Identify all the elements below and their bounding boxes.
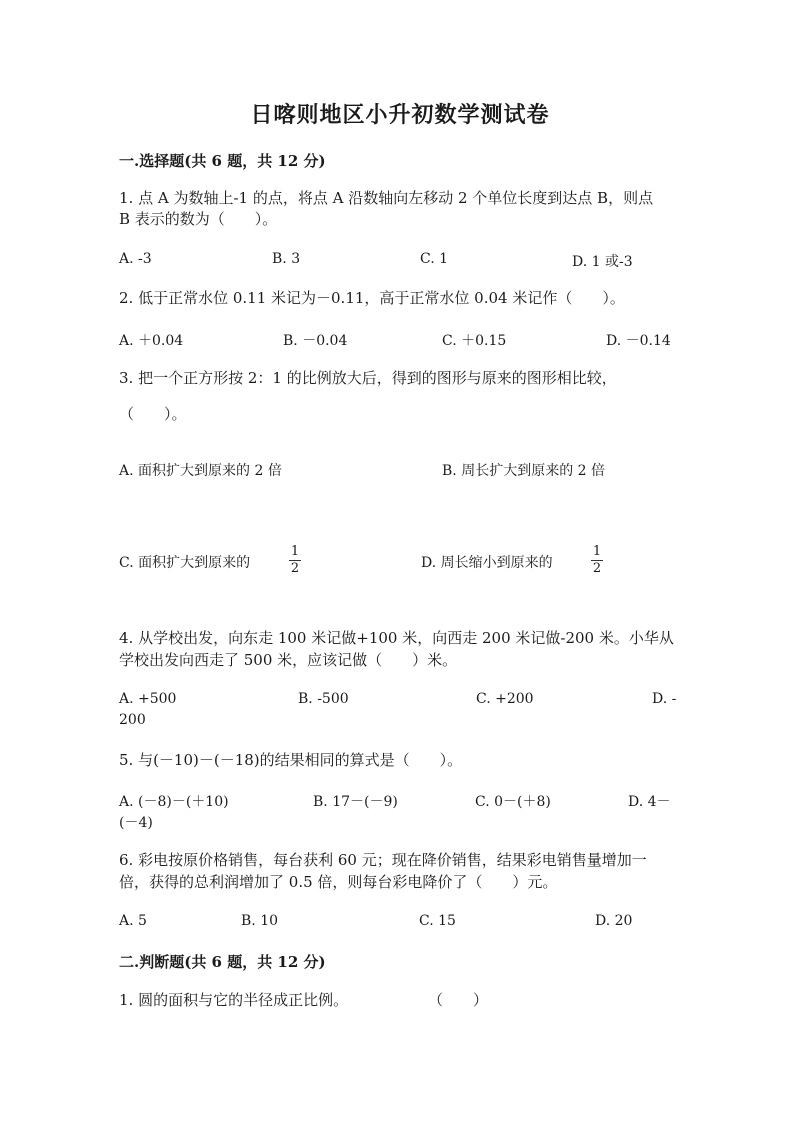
- question-3-option-b: B. 周长扩大到原来的 2 倍: [442, 463, 605, 479]
- question-4-line-2: 学校出发向西走了 500 米，应该记做（ ）米。: [119, 651, 458, 669]
- question-6-line-1: 6. 彩电按原价格销售，每台获利 60 元；现在降价销售，结果彩电销售量增加一: [119, 851, 647, 869]
- question-4-option-d-wrap: 200: [119, 712, 146, 728]
- question-4-option-c: C. +200: [476, 691, 534, 707]
- question-4-option-a: A. +500: [119, 691, 177, 707]
- question-1-option-a: A. -3: [119, 251, 152, 267]
- question-1-option-d: D. 1 或-3: [572, 254, 633, 270]
- question-3-option-a: A. 面积扩大到原来的 2 倍: [119, 463, 282, 479]
- page-title: 日喀则地区小升初数学测试卷: [250, 102, 550, 128]
- judgment-1-answer-blank: （ ）: [428, 991, 489, 1009]
- question-2-option-a: A. ＋0.04: [119, 333, 184, 349]
- question-4-option-d: D. -: [652, 691, 677, 707]
- question-6-line-2: 倍，获得的总利润增加了 0.5 倍，则每台彩电降价了（ ）元。: [119, 873, 558, 891]
- section-heading-choice: 一.选择题(共 6 题，共 12 分): [119, 152, 326, 170]
- fraction-numerator: 1: [592, 544, 602, 559]
- judgment-1-line-1: 1. 圆的面积与它的半径成正比例。: [119, 991, 349, 1009]
- question-5-option-c: C. 0－(＋8): [475, 794, 551, 810]
- question-3-option-d-fraction: [591, 545, 603, 576]
- question-1-line-1: 1. 点 A 为数轴上-1 的点，将点 A 沿数轴向左移动 2 个单位长度到达点 B，则点: [119, 189, 654, 207]
- question-4-option-b: B. -500: [298, 691, 349, 707]
- question-1-line-2: B 表示的数为（ ）。: [119, 210, 278, 228]
- section-heading-judgment: 二.判断题(共 6 题，共 12 分): [119, 953, 326, 971]
- question-5-option-a: A. (－8)－(＋10): [119, 794, 229, 810]
- question-4-line-1: 4. 从学校出发，向东走 100 米记做+100 米，向西走 200 米记做-200 米。小华从: [119, 629, 674, 647]
- fraction-denominator: 2: [592, 561, 602, 576]
- question-3-line-1: 3. 把一个正方形按 2：1 的比例放大后，得到的图形与原来的图形相比较，: [119, 369, 617, 387]
- question-5-line-1: 5. 与(－10)－(－18)的结果相同的算式是（ ）。: [119, 751, 463, 769]
- fraction-denominator: 2: [290, 561, 300, 576]
- question-2-option-b: B. －0.04: [283, 333, 348, 349]
- question-3-option-c: C. 面积扩大到原来的: [119, 555, 251, 571]
- question-6-option-d: D. 20: [595, 913, 633, 929]
- question-6-option-c: C. 15: [419, 913, 456, 929]
- question-5-option-d-wrap: (－4): [119, 815, 153, 831]
- question-2-option-d: D. －0.14: [606, 333, 671, 349]
- question-6-option-b: B. 10: [241, 913, 279, 929]
- question-1-option-b: B. 3: [272, 251, 301, 267]
- question-5-option-b: B. 17－(－9): [313, 794, 398, 810]
- question-3-option-c-fraction: [289, 545, 301, 576]
- question-6-option-a: A. 5: [119, 913, 147, 929]
- question-2-line-1: 2. 低于正常水位 0.11 米记为－0.11，高于正常水位 0.04 米记作（ ）。: [119, 289, 625, 307]
- question-5-option-d: D. 4－: [628, 794, 671, 810]
- question-3-option-d: D. 周长缩小到原来的: [421, 555, 553, 571]
- question-3-line-2: （ ）。: [119, 405, 187, 423]
- question-2-option-c: C. ＋0.15: [442, 333, 507, 349]
- fraction-numerator: 1: [290, 544, 300, 559]
- question-1-option-c: C. 1: [420, 251, 449, 267]
